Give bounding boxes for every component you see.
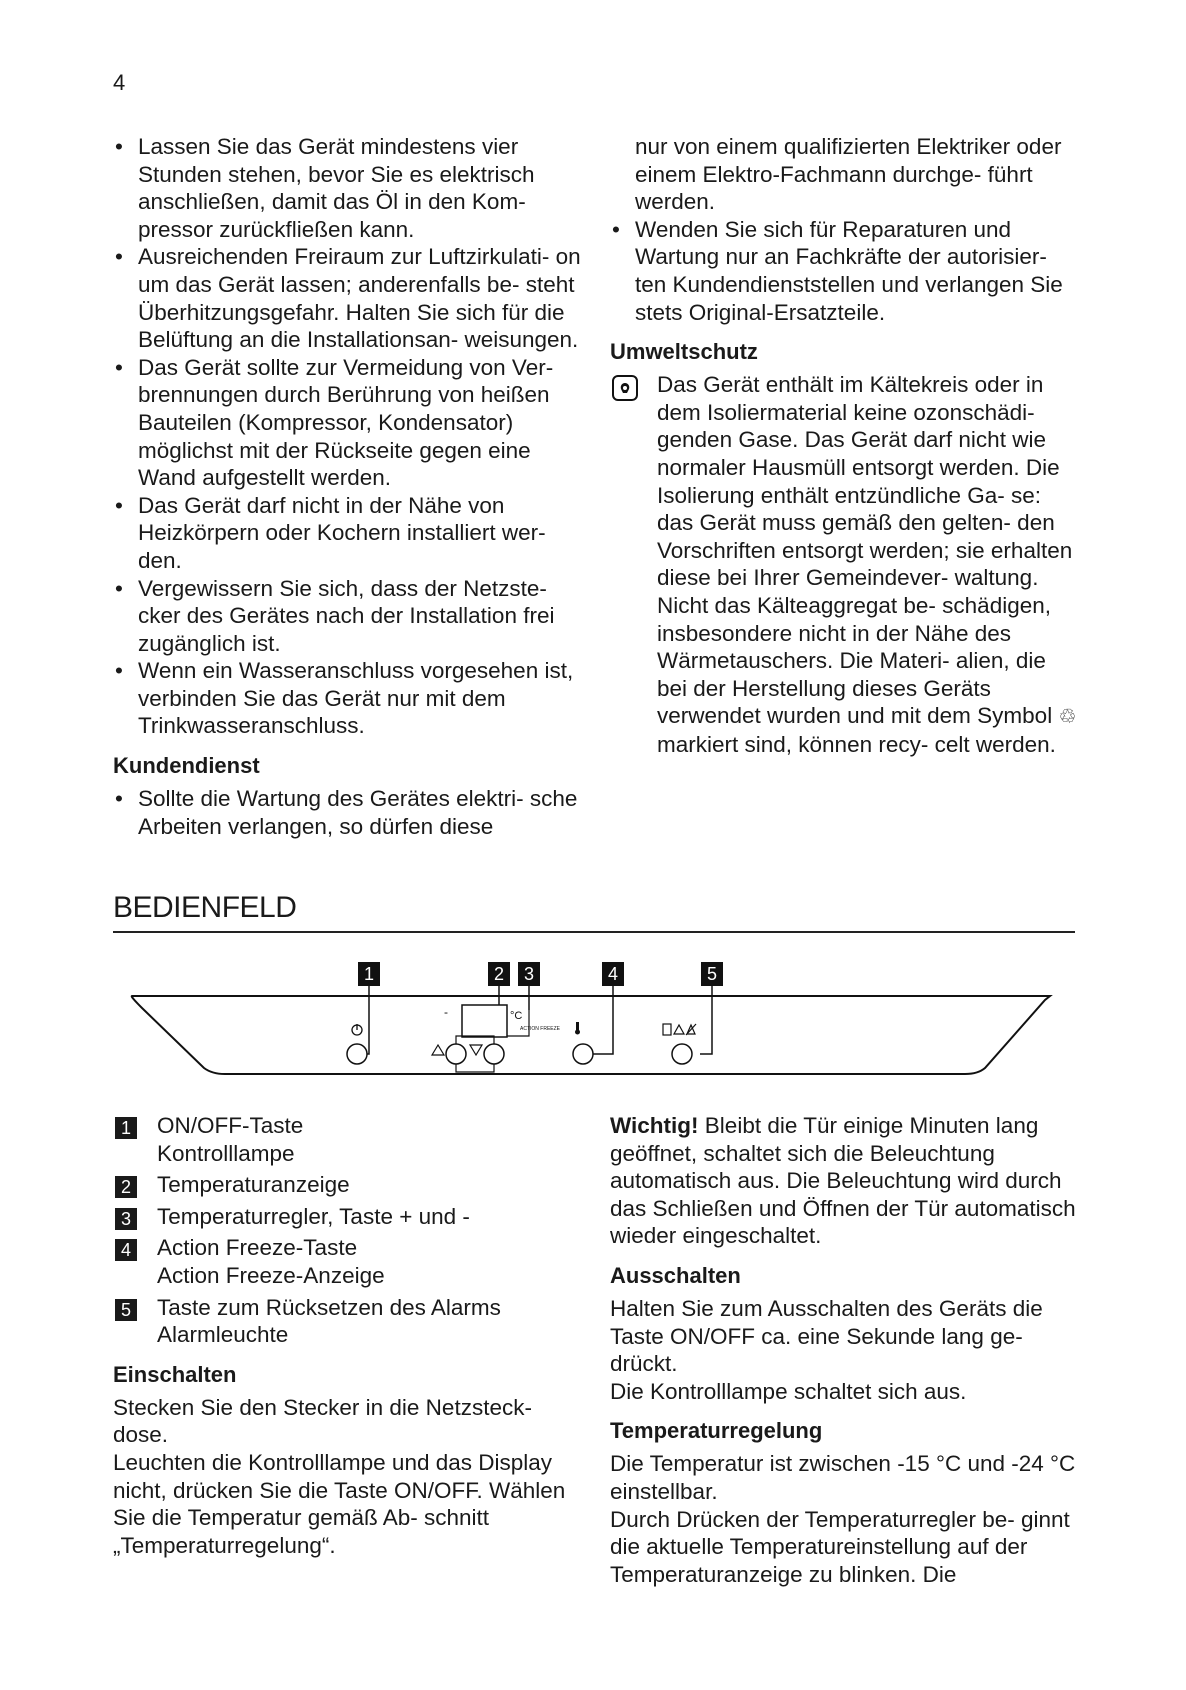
section-title: BEDIENFELD [113, 891, 297, 924]
legend-text: ON/OFF-Taste [157, 1113, 304, 1138]
legend-text: Temperaturregler, Taste + und - [157, 1203, 470, 1229]
recycle-icon: ♲ [1058, 704, 1077, 729]
power-icon [352, 1024, 362, 1035]
umweltschutz-heading: Umweltschutz [610, 339, 758, 365]
number-box-3 [518, 962, 540, 986]
panel-label-5: 5 [706, 964, 718, 984]
panel-label-4: 4 [607, 964, 619, 984]
legend-item-3 [113, 1203, 583, 1231]
legend-text: Action Freeze-Anzeige [157, 1262, 385, 1288]
kundendienst-continuation: nur von einem qualifizierten Elektriker oder einem Elektro-Fachmann durchge- führt werden. [635, 134, 1062, 215]
legend-text: Taste zum Rücksetzen des Alarms [157, 1294, 501, 1320]
environment-icon [612, 375, 638, 401]
number-box-1 [358, 962, 380, 986]
cold-icon [470, 1045, 482, 1055]
ausschalten-paragraph-2: Die Kontrolllampe schaltet sich aus. [610, 1378, 967, 1404]
temperaturregelung-paragraph-2: Durch Drücken der Temperaturregler be- ginnt die aktuelle Temperatureinstellung auf der Temperaturanzeige zu blinken. Die [610, 1506, 1070, 1587]
legend-number: 3 [115, 1208, 137, 1230]
right-column-bottom [610, 1112, 1085, 1588]
display-dash: - [444, 1005, 448, 1019]
legend-item-1 [113, 1112, 583, 1167]
legend-text: Kontrolllampe [157, 1140, 295, 1166]
legend-item-4 [113, 1234, 583, 1289]
repair-list [610, 216, 1080, 326]
temperaturregelung-heading: Temperaturregelung [610, 1418, 823, 1444]
panel-label-2: 2 [493, 964, 505, 984]
thermometer-icon [575, 1022, 580, 1035]
wichtig-paragraph [610, 1112, 1085, 1250]
legend-item-2 [113, 1171, 583, 1199]
einschalten-paragraph-2: Leuchten die Kontrolllampe und das Display nicht, drücken Sie die Taste ON/OFF. Wählen Sie die Temperatur gemäß Ab- schnitt „Temperaturregelung“. [113, 1449, 566, 1558]
legend-number: 2 [115, 1176, 137, 1198]
environment-text-b: markiert sind, können recy- celt werden. [657, 731, 1056, 757]
list-item: • Vergewissern Sie sich, dass der Netzste- cker des Gerätes nach der Installation frei zugänglich ist. [113, 575, 583, 658]
on-off-button [347, 1044, 367, 1064]
legend-number: 4 [115, 1239, 137, 1261]
page-number: 4 [113, 70, 126, 95]
wichtig-label: Wichtig! [610, 1113, 699, 1138]
control-panel-diagram [130, 950, 1070, 1100]
list-item: • Lassen Sie das Gerät mindestens vier Stunden stehen, bevor Sie es elektrisch anschließen, damit das Öl in den Kom- pressor zurückfließen kann. [113, 133, 583, 243]
environment-paragraph [610, 371, 1080, 758]
temperaturregelung-paragraph-1: Die Temperatur ist zwischen -15 °C und -24 °C einstellbar. [610, 1451, 1076, 1504]
section-divider [113, 931, 1075, 933]
celsius-label: °C [510, 1010, 523, 1022]
legend-text: Alarmleuchte [157, 1322, 289, 1348]
action-freeze-label: ACTION FREEZE [520, 1026, 561, 1032]
number-box-2 [488, 962, 510, 986]
list-item: • Sollte die Wartung des Gerätes elektri- sche Arbeiten verlangen, so dürfen diese [113, 785, 583, 840]
panel-label-1: 1 [363, 964, 375, 984]
list-item: • Wenn ein Wasseranschluss vorgesehen ist, verbinden Sie das Gerät nur mit dem Trinkwasseranschluss. [113, 657, 583, 740]
temperature-display [462, 1005, 507, 1037]
legend-text: Action Freeze-Taste [157, 1235, 358, 1261]
ausschalten-paragraph-1: Halten Sie zum Ausschalten des Geräts die Taste ON/OFF ca. eine Sekunde lang ge- drückt. [610, 1295, 1043, 1377]
environment-text-a: Das Gerät enthält im Kältekreis oder in dem Isoliermaterial keine ozonschädi- genden Gase. Das Gerät darf nicht wie normaler Hausmüll entsorgt werden. Die Isolierung enthält entzündliche Ga- se: das Gerät muss gemäß den gelten- den Vorschriften entsorgt werden; sie erhalten diese bei Ihrer Gemeindever- waltung. Nicht das Kälteaggregat be- schädigen, insbesondere nicht in der Nähe des Wärmetauschers. Die Materi- alien, die bei der Herstellung dieses Geräts verwendet wurden und mit dem Symbol [657, 372, 1073, 729]
left-column-bottom [113, 1112, 583, 1559]
alarm-icons [663, 1024, 696, 1035]
legend-item-5 [113, 1294, 583, 1349]
legend-text: Temperaturanzeige [157, 1172, 350, 1198]
warm-icon [432, 1045, 444, 1055]
panel-label-3: 3 [523, 964, 535, 984]
right-column-top [610, 133, 1080, 758]
left-column-top [113, 133, 583, 840]
list-item: • Ausreichenden Freiraum zur Luftzirkulati- on um das Gerät lassen; anderenfalls be- steht Überhitzungsgefahr. Halten Sie sich für die Belüftung an die Installationsan- weisungen. [113, 243, 583, 353]
ausschalten-heading: Ausschalten [610, 1262, 741, 1288]
number-box-5 [701, 962, 723, 986]
list-item: • Wenden Sie sich für Reparaturen und Wartung nur an Fachkräfte der autorisier- ten Kundendienststellen und verlangen Sie stets Original-Ersatzteile. [610, 216, 1080, 326]
einschalten-heading: Einschalten [113, 1361, 237, 1387]
alarm-reset-button [672, 1044, 692, 1064]
panel-outline [132, 996, 1050, 1074]
kundendienst-list [113, 785, 583, 840]
number-box-4 [602, 962, 624, 986]
safety-list [113, 133, 583, 740]
kundendienst-heading: Kundendienst [113, 753, 260, 779]
list-item: • Das Gerät sollte zur Vermeidung von Ver- brennungen durch Berührung von heißen Bauteilen (Kompressor, Kondensator) möglichst mit der Rückseite gegen eine Wand aufgestellt werden. [113, 354, 583, 492]
wichtig-text: Bleibt die Tür einige Minuten lang geöffnet, schaltet sich die Beleuchtung automatisch aus. Die Beleuchtung wird durch das Schließen und Öffnen der Tür automatisch wieder eingeschaltet. [610, 1113, 1076, 1249]
temperature-up-button [446, 1044, 466, 1064]
legend-number: 1 [115, 1117, 137, 1139]
action-freeze-button [573, 1044, 593, 1064]
temperature-down-button [484, 1044, 504, 1064]
einschalten-paragraph-1: Stecken Sie den Stecker in die Netzsteck- dose. [113, 1394, 532, 1448]
list-item: • Das Gerät darf nicht in der Nähe von Heizkörpern oder Kochern installiert wer- den. [113, 492, 583, 575]
legend-number: 5 [115, 1299, 137, 1321]
